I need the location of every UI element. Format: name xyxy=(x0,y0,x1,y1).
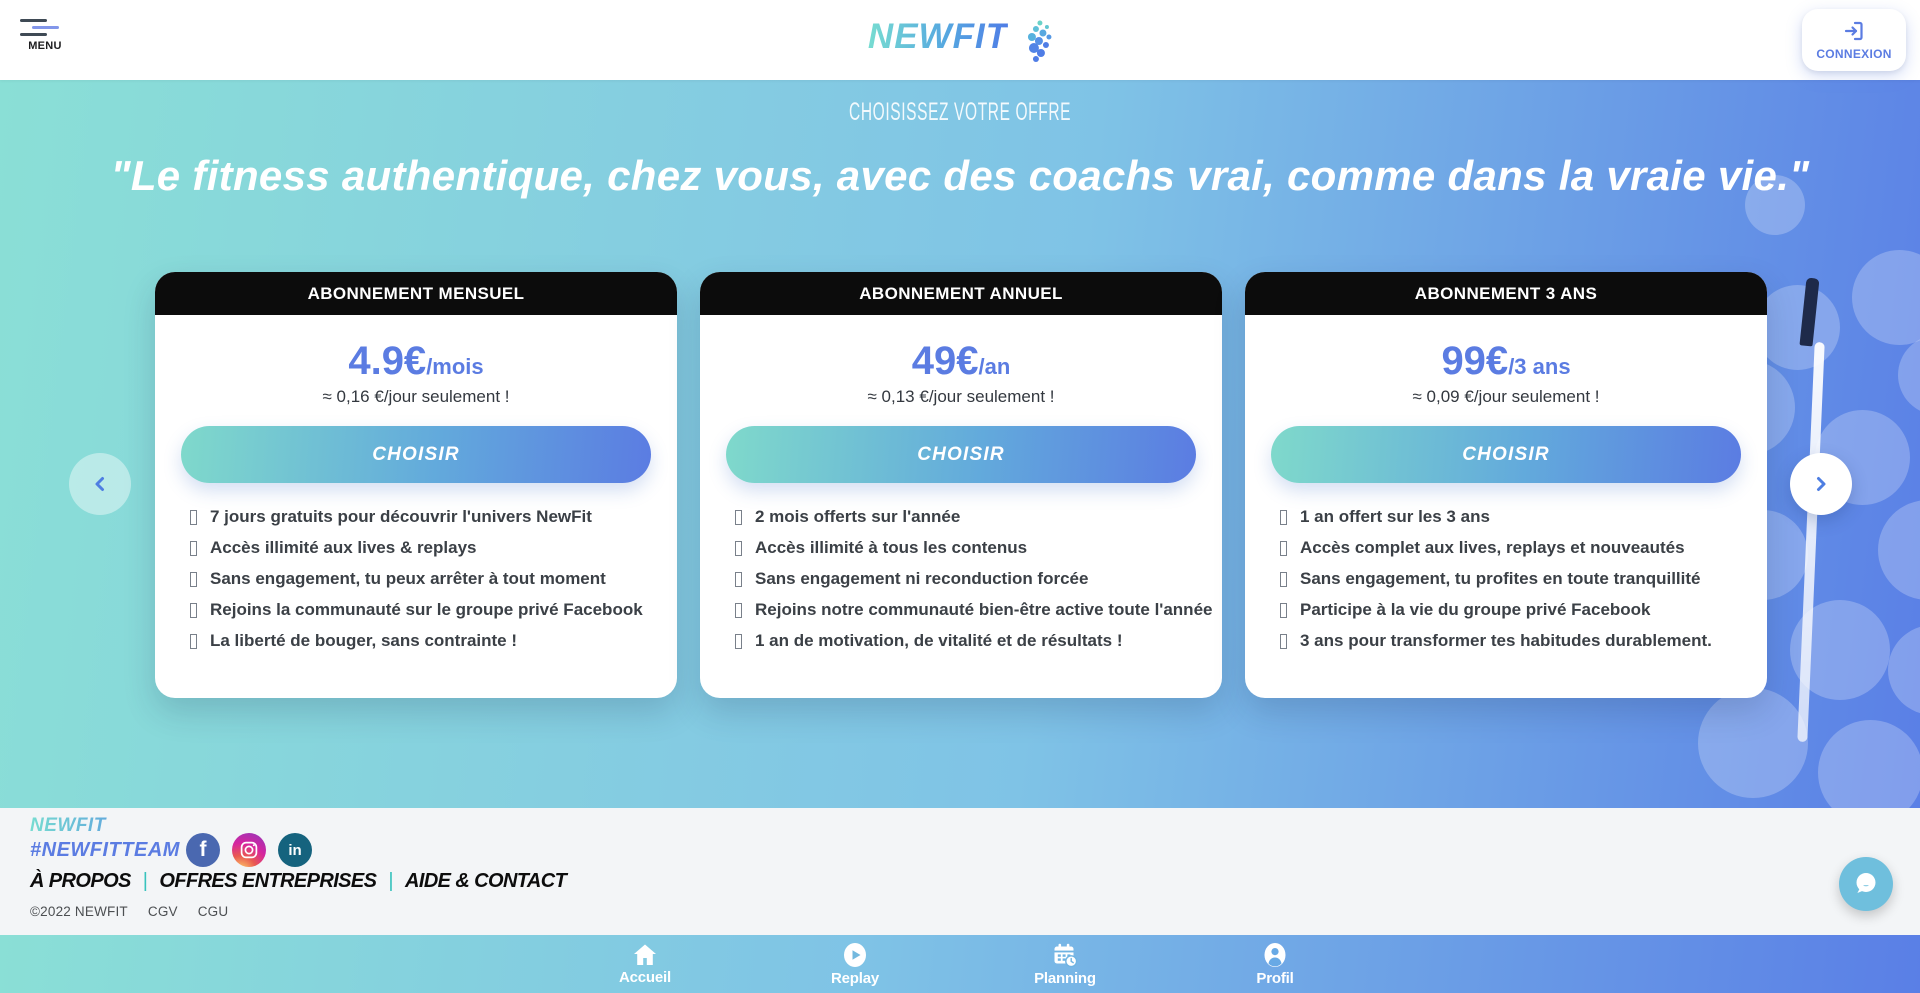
background-bubble xyxy=(1878,500,1920,600)
section-kicker: CHOISISSEZ VOTRE OFFRE xyxy=(848,98,1072,126)
offers-section xyxy=(0,80,1920,808)
logo-dots-icon xyxy=(1010,17,1052,63)
bullet-glyph-icon xyxy=(1280,541,1287,556)
plan-cards xyxy=(155,272,1767,698)
footer-link-offres-entreprises[interactable]: OFFRES ENTREPRISES xyxy=(159,870,377,892)
footer-links xyxy=(30,870,566,893)
feature-list xyxy=(1280,508,1767,650)
feature-item: 3 ans pour transformer tes habitudes durablement. xyxy=(1280,632,1767,650)
menu-button[interactable] xyxy=(20,15,70,52)
price-amount: 49€ xyxy=(911,339,979,383)
bullet-glyph-icon xyxy=(190,603,197,618)
feature-item: Accès complet aux lives, replays et nouveautés xyxy=(1280,539,1767,557)
facebook-icon[interactable]: f xyxy=(186,833,220,867)
bullet-glyph-icon xyxy=(735,572,742,587)
copyright-row xyxy=(30,904,228,919)
plan-title: ABONNEMENT ANNUEL xyxy=(700,272,1222,315)
footer xyxy=(0,808,1920,935)
bullet-glyph-icon xyxy=(735,634,742,649)
chevron-right-icon xyxy=(1812,475,1830,493)
feature-item: 1 an de motivation, de vitalité et de résultats ! xyxy=(735,632,1222,650)
bullet-glyph-icon xyxy=(190,541,197,556)
plan-title: ABONNEMENT 3 ANS xyxy=(1245,272,1767,315)
bottom-nav xyxy=(0,935,1920,993)
footer-link-aide-contact[interactable]: AIDE & CONTACT xyxy=(405,870,567,892)
background-bubble xyxy=(1818,720,1920,808)
bullet-glyph-icon xyxy=(1280,634,1287,649)
chat-bubble-icon xyxy=(1851,869,1881,899)
separator: | xyxy=(388,870,394,892)
home-icon xyxy=(632,943,658,967)
background-bubble xyxy=(1755,285,1840,370)
bullet-glyph-icon xyxy=(735,541,742,556)
feature-item: Sans engagement, tu profites en toute tranquillité xyxy=(1280,570,1767,588)
feature-item: Accès illimité à tous les contenus xyxy=(735,539,1222,557)
feature-item: Rejoins notre communauté bien-être active toute l'année xyxy=(735,601,1222,619)
price-period: /3 ans xyxy=(1508,354,1571,379)
price-period: /mois xyxy=(426,354,484,379)
plan-card-mensuel xyxy=(155,272,677,698)
cgu-link[interactable]: CGU xyxy=(197,904,229,919)
feature-item: Rejoins la communauté sur le groupe privé Facebook xyxy=(190,601,677,619)
footer-logo: NEWFIT xyxy=(30,815,180,838)
choisir-button[interactable]: CHOISIR xyxy=(1271,426,1741,483)
plan-price xyxy=(700,339,1222,384)
separator: | xyxy=(142,870,148,892)
background-bubble xyxy=(1888,625,1920,715)
newfit-logo[interactable] xyxy=(868,17,1052,63)
copyright-text: ©2022 NEWFIT xyxy=(30,904,128,919)
top-bar xyxy=(0,0,1920,80)
chat-widget-button[interactable] xyxy=(1839,857,1893,911)
profile-icon xyxy=(1262,942,1288,968)
plan-card-3ans xyxy=(1245,272,1767,698)
chevron-left-icon xyxy=(91,475,109,493)
footer-link-a-propos[interactable]: À PROPOS xyxy=(30,870,131,892)
nav-item-profil[interactable]: Profil xyxy=(1170,935,1380,993)
plan-title: ABONNEMENT MENSUEL xyxy=(155,272,677,315)
nav-item-accueil[interactable]: Accueil xyxy=(540,935,750,993)
feature-item: La liberté de bouger, sans contrainte ! xyxy=(190,632,677,650)
bullet-glyph-icon xyxy=(1280,572,1287,587)
bullet-glyph-icon xyxy=(190,510,197,525)
plan-per-day: ≈ 0,09 €/jour seulement ! xyxy=(1412,387,1600,406)
linkedin-icon[interactable]: in xyxy=(278,833,312,867)
plan-price xyxy=(155,339,677,384)
cgv-link[interactable]: CGV xyxy=(147,904,178,919)
nav-item-replay[interactable]: Replay xyxy=(750,935,960,993)
price-period: /an xyxy=(978,354,1011,379)
feature-item: Sans engagement, tu peux arrêter à tout moment xyxy=(190,570,677,588)
bullet-glyph-icon xyxy=(190,572,197,587)
plan-per-day: ≈ 0,16 €/jour seulement ! xyxy=(322,387,510,406)
choisir-button[interactable]: CHOISIR xyxy=(181,426,651,483)
feature-item: Sans engagement ni reconduction forcée xyxy=(735,570,1222,588)
feature-item: 1 an offert sur les 3 ans xyxy=(1280,508,1767,526)
feature-item: 7 jours gratuits pour découvrir l'univers NewFit xyxy=(190,508,677,526)
feature-item: Accès illimité aux lives & replays xyxy=(190,539,677,557)
logo-wordmark: NEWFIT xyxy=(867,17,1009,56)
background-bubble xyxy=(1852,250,1920,345)
background-bubble xyxy=(1698,688,1808,798)
plan-card-annuel xyxy=(700,272,1222,698)
connexion-button[interactable] xyxy=(1802,9,1906,71)
nav-item-planning[interactable]: Planning xyxy=(960,935,1170,993)
bullet-glyph-icon xyxy=(735,510,742,525)
menu-label: MENU xyxy=(28,40,62,52)
login-icon xyxy=(1842,19,1866,43)
feature-item: Participe à la vie du groupe privé Facebook xyxy=(1280,601,1767,619)
hero-quote: "Le fitness authentique, chez vous, avec des coachs vrai, comme dans la vraie vie." xyxy=(110,152,1810,199)
carousel-prev-button[interactable] xyxy=(69,453,131,515)
play-icon xyxy=(842,942,868,968)
social-links xyxy=(186,833,312,867)
bullet-glyph-icon xyxy=(1280,603,1287,618)
feature-item: 2 mois offerts sur l'année xyxy=(735,508,1222,526)
feature-list xyxy=(735,508,1222,650)
price-amount: 99€ xyxy=(1441,339,1509,383)
bullet-glyph-icon xyxy=(190,634,197,649)
bullet-glyph-icon xyxy=(1280,510,1287,525)
calendar-icon xyxy=(1052,942,1078,968)
hamburger-icon xyxy=(20,19,70,36)
background-bubble xyxy=(1898,335,1920,415)
plan-price xyxy=(1245,339,1767,384)
footer-brand xyxy=(30,815,180,862)
choisir-button[interactable]: CHOISIR xyxy=(726,426,1196,483)
price-amount: 4.9€ xyxy=(348,339,427,383)
feature-list xyxy=(190,508,677,650)
bullet-glyph-icon xyxy=(735,603,742,618)
connexion-label: CONNEXION xyxy=(1816,47,1892,61)
carousel-next-button[interactable] xyxy=(1790,453,1852,515)
plan-per-day: ≈ 0,13 €/jour seulement ! xyxy=(867,387,1055,406)
footer-hashtag: #NEWFITTEAM xyxy=(30,838,180,861)
instagram-icon[interactable] xyxy=(232,833,266,867)
